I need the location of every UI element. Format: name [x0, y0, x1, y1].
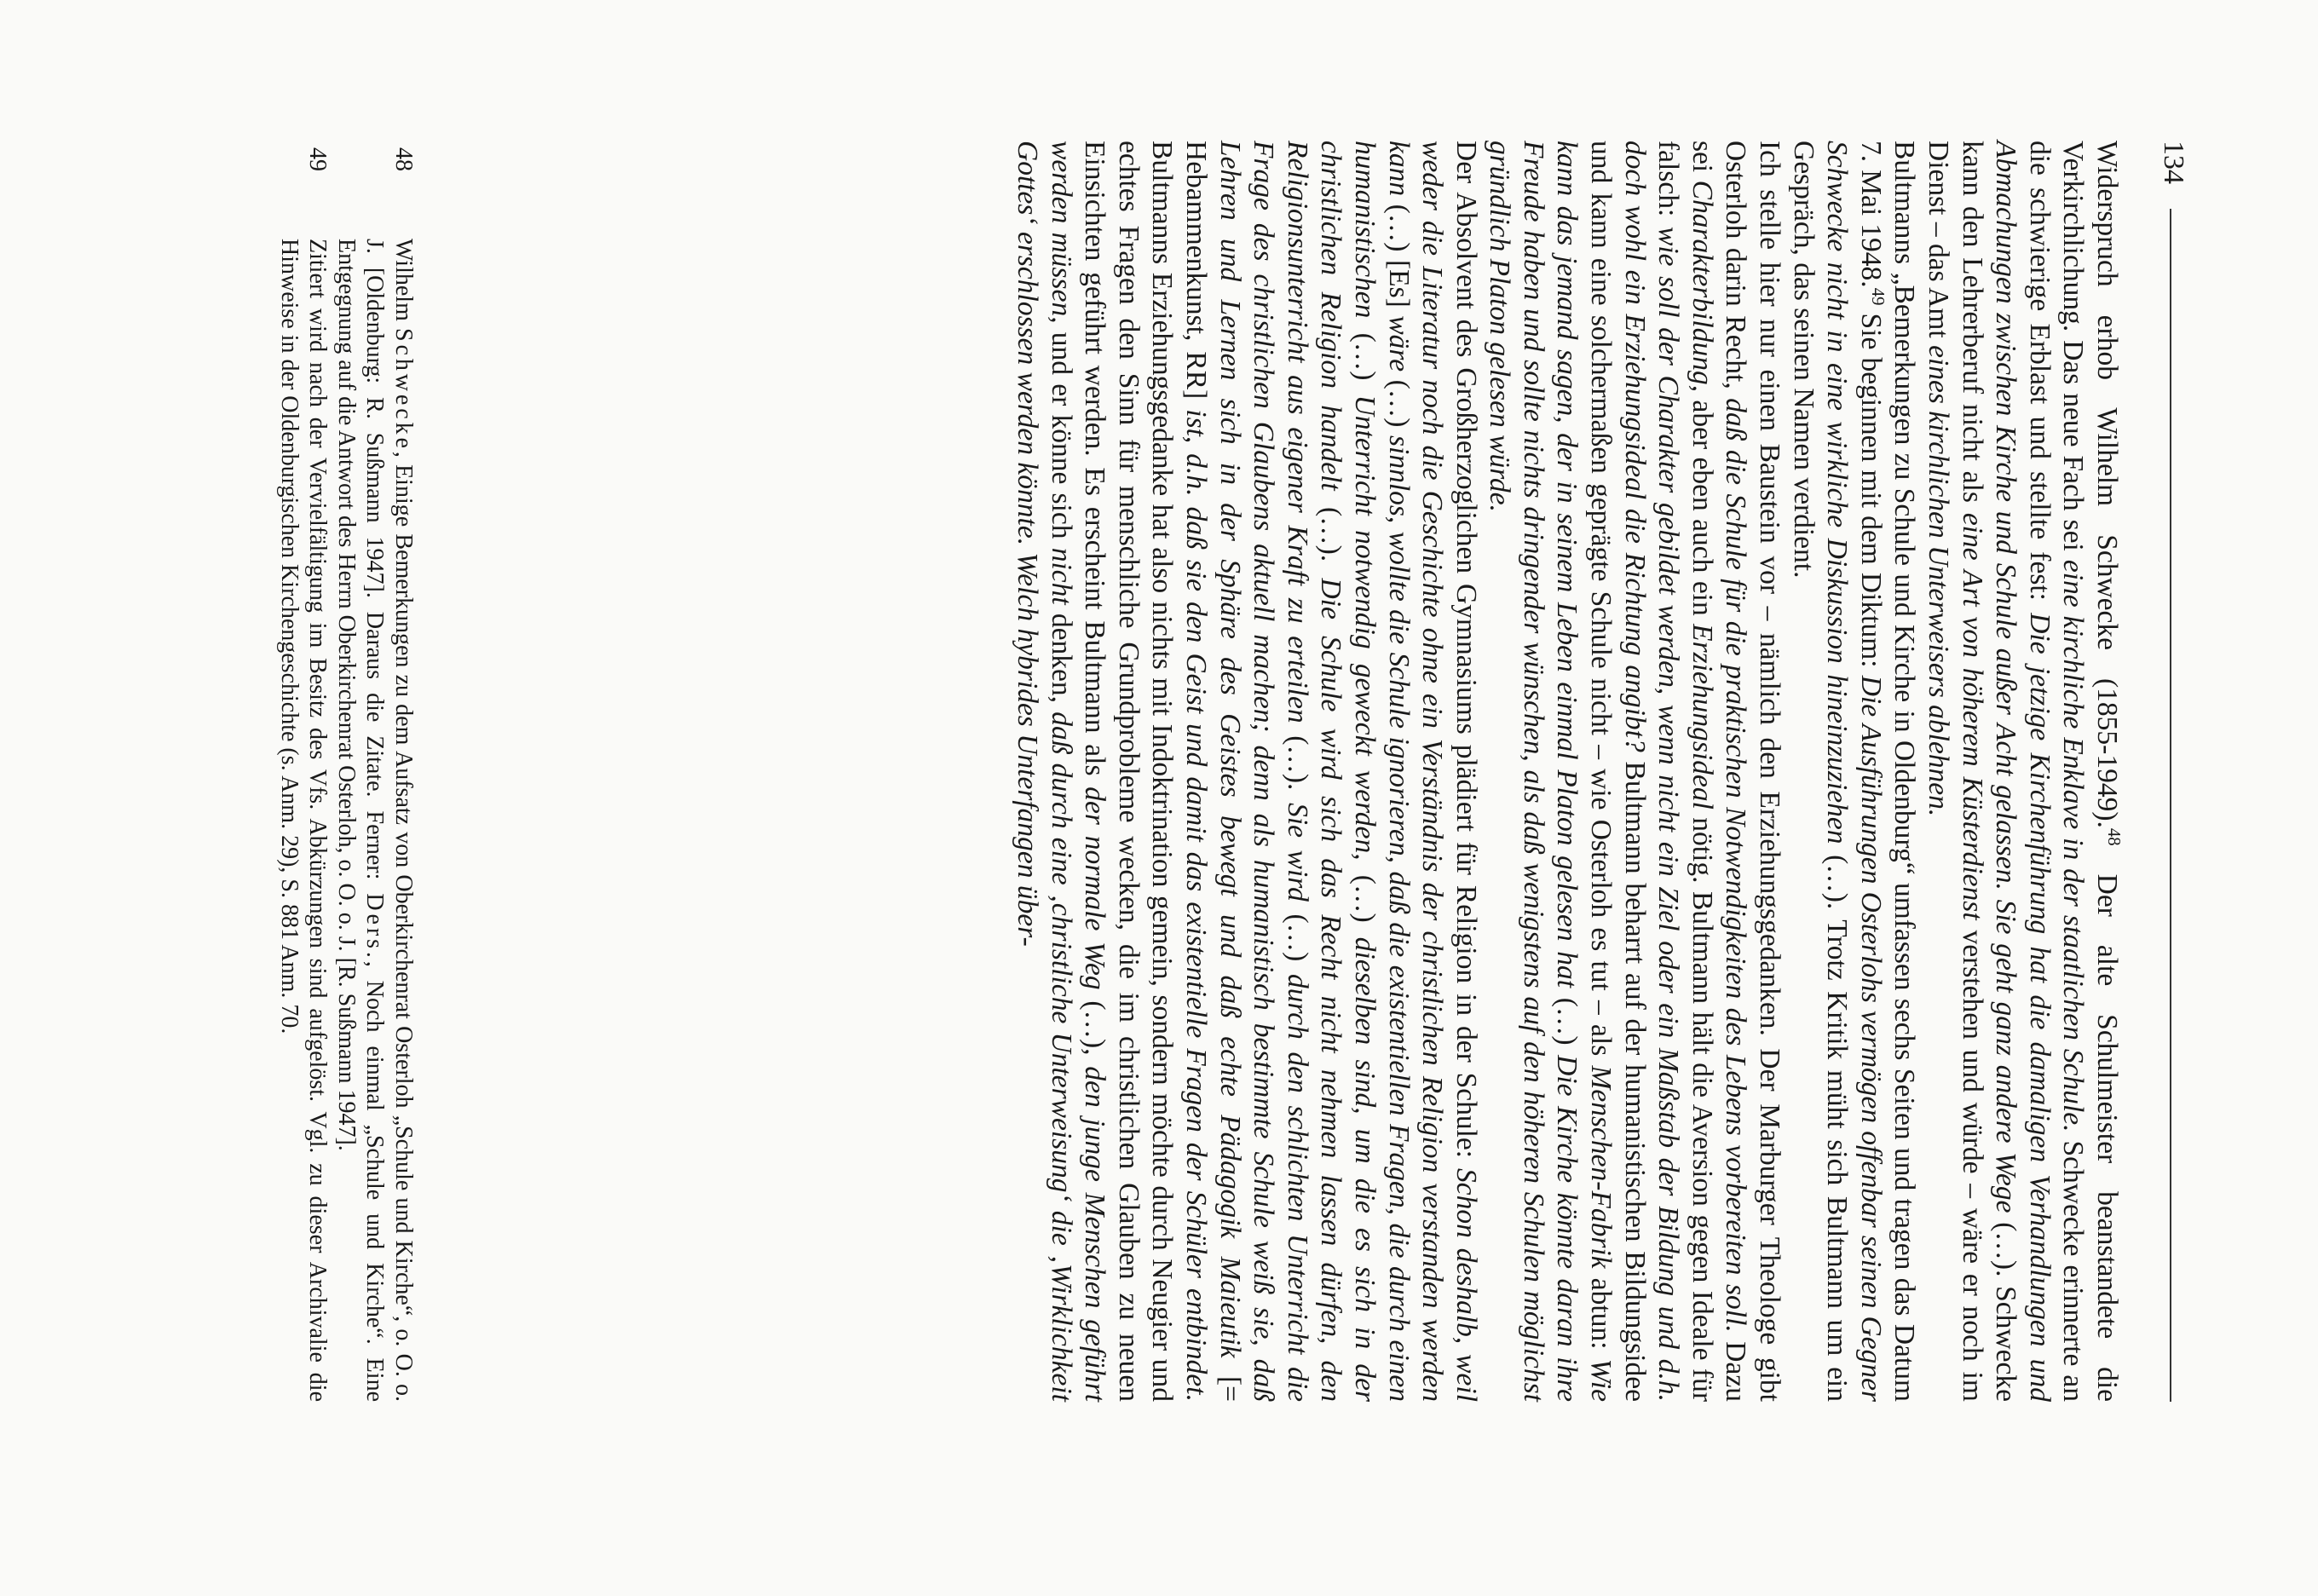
text-run: (…).	[1281, 723, 1313, 804]
text-run: Widerspruch erhob Wilhelm Schwecke (1855-1949).	[2091, 141, 2123, 828]
paragraph	[1786, 141, 1921, 1402]
italic-quote: Schon deshalb, weil weder die Literatur noch die Geschichte ohne ein Verständnis der christlichen Religion verstanden werden kann	[1382, 141, 1482, 1402]
body-text	[1010, 141, 2124, 1402]
footnotes	[275, 141, 418, 1402]
text-run: (…). Schwecke kann den Lehrerberuf nicht als	[1956, 141, 2022, 1402]
text-run: (…). Trotz Kritik müht sich Bultmann um ein Gespräch, das seinen Namen verdient.	[1787, 141, 1854, 1402]
footnote-number: 49	[304, 147, 332, 171]
italic-quote: Die Ausführungen Osterlohs vermögen offenbar seinen Gegner Schwecke nicht in eine wirkliche Diskussion hineinzuziehen	[1821, 141, 1887, 1403]
italic-quote: eines kirchlichen Unterweisers ablehnen.	[1923, 345, 1955, 817]
paragraph	[1483, 141, 1786, 1402]
text-run: [= Hebammenkunst, RR]	[1179, 141, 1246, 1402]
text-run: Dazu sei	[1686, 141, 1752, 1402]
italic-quote: Die jetzige Kirchenführung hat die damaligen Verhandlungen und Abmachungen zwischen Kirche und Schule außer Acht gelassen. Sie geht ganz andere Wege	[1990, 141, 2056, 1402]
italic-quote: nicht	[1045, 547, 1077, 605]
italic-quote: daß durch eine ‚christliche Unterweisung‘ die ‚Wirklichkeit Gottes‘ erschlossen werden könnte. Welch hybrides Unterfangen über-	[1012, 141, 1077, 1402]
footnote	[275, 141, 332, 1402]
italic-quote: Charakterbildung,	[1686, 180, 1718, 393]
text-run: verstehen und würde – wäre er noch im Dienst – das Amt	[1923, 141, 1988, 1402]
text-run: (…) [Es]	[1382, 196, 1415, 316]
italic-quote: der normale Weg	[1079, 786, 1111, 990]
italic-quote: Erziehungsideal	[1686, 624, 1718, 810]
text-run: Der Absolvent des Großherzoglichen Gymnasiums plädiert für Religion in der Schule:	[1450, 141, 1482, 1168]
text-run: Bultmanns Erziehungsgedanke hat also nichts mit Indoktrination gemein, sondern möchte durch Neugier und echtes Fragen den Sinn für menschliche Grundprobleme wecken, die im christlichen Glauben zu neuen Einsichten geführt werden. Es erscheint Bultmann als	[1079, 141, 1179, 1402]
italic-quote: wäre	[1382, 315, 1415, 372]
text-run: (…)	[1348, 318, 1381, 395]
footnote-text	[333, 239, 417, 1402]
text-run: , Noch einmal „Schule und Kirche“. Eine Entgegnung auf die Antwort des Herrn Oberkirchenrat Osterloh, o. O. o. J. [R. Sußmann 1947].	[333, 239, 389, 1402]
text-run: Sie beginnen mit dem Diktum:	[1854, 305, 1887, 676]
text-run: (…)	[1281, 901, 1313, 974]
text-run: und er könne sich	[1045, 323, 1077, 548]
text-run: , Einige Bemerkungen zu dem Aufsatz von Oberkirchenrat Osterloh „Schule und Kirche“, o. O. o. J. [Oldenburg: R. Sußmann 1947]. Daraus die Zitate. Ferner:	[361, 239, 417, 1402]
running-header	[2139, 141, 2190, 1402]
paragraph	[1010, 141, 1482, 1402]
italic-quote: eine Art von höherem Küsterdienst	[1956, 512, 1988, 920]
text-run: Ich stelle hier nur einen Baustein vor – nämlich den Erziehungsgedanken. Der Marburger Theologe gibt Osterloh darin Recht,	[1720, 141, 1786, 1402]
paragraph	[1921, 141, 2124, 1402]
footnote-reference: 48	[2104, 827, 2125, 846]
italic-quote: eine kirchliche Enklave in der staatlichen Schule.	[2057, 559, 2090, 1132]
italic-quote: Die Kirche könnte daran ihre Freude haben und sollte nichts dringender wünschen, als daß wenigstens auf den höheren Schulen möglichst gründlich Platon gelesen würde.	[1484, 141, 1583, 1402]
italic-quote: ist, d.h. daß sie den Geist und damit das existentielle Fragen der Schüler entbindet.	[1179, 409, 1212, 1402]
text-run: abtun:	[1585, 1268, 1617, 1359]
text-run: (…)	[1551, 988, 1583, 1056]
italic-quote: Die Schule wird sich das Recht nicht nehmen lassen dürfen, den Religionsunterricht aus eigener Kraft zu erteilen	[1281, 141, 1347, 1402]
text-run: denken,	[1045, 604, 1077, 712]
italic-quote: den junge Menschen geführt werden müssen,	[1045, 141, 1111, 1403]
italic-quote: durch den schlichten Unterricht die Frage des christlichen Glaubens aktuell machen; denn als humanistisch bestimmte Schule weiß sie, daß Lehren und Lernen sich in der Sphäre des Geistes bewegt und daß echte Pädagogik Maieutik	[1214, 141, 1313, 1403]
italic-quote: Menschen-Fabrik	[1585, 1065, 1617, 1269]
header-rule	[2170, 209, 2171, 1402]
text-run: (…)	[1382, 372, 1415, 435]
text-run: Schwecke erinnerte an die schwierige Erblast und stellte fest:	[2023, 141, 2090, 1402]
italic-quote: dieselben sind, um die es sich in der christlichen Religion handelt	[1315, 141, 1381, 1403]
text-run: (…)	[1348, 860, 1381, 937]
italic-quote: sinnlos, wollte die Schule ignorieren, daß die existentiellen Fragen, die durch einen humanistischen	[1348, 141, 1415, 1403]
text-run: Wilhelm	[390, 239, 417, 329]
text-run: aber eben auch ein	[1686, 392, 1718, 625]
italic-quote: Unterricht notwendig geweckt werden,	[1348, 395, 1381, 861]
italic-quote: wie soll der Charakter gebildet werden, wenn nicht ein Ziel oder ein Maßstab der Bildung und d.h. doch wohl ein Erziehungsideal die Richtung angibt?	[1618, 141, 1685, 1403]
text-run: Bultmanns „Bemerkungen zu Schule und Kirche in Oldenburg“ umfassen sechs Seiten und tragen das Datum 7. Mai 1948.	[1854, 141, 1921, 1402]
text-run: Bultmann beharrt auf der humanistischen Bildungsidee und kann eine solchermaßen geprägte Schule nicht – wie Osterloh es tut – als	[1585, 141, 1651, 1403]
italic-quote: Sie wird	[1281, 803, 1313, 902]
text-run: nötig. Bultmann hält die Aversion gegen Ideale für falsch:	[1652, 141, 1718, 1403]
italic-quote: daß die Schule für die praktischen Notwendigkeiten des Lebens vorbereiten soll.	[1720, 398, 1752, 1333]
text-run: (…),	[1079, 989, 1111, 1067]
author-name: Schwecke	[390, 328, 417, 452]
text-run: (…).	[1315, 490, 1347, 579]
italic-quote: Wie kann das jemand sagen, der in seinem Leben einmal Platon gelesen hat	[1551, 141, 1617, 1402]
footnote-reference: 49	[1868, 287, 1888, 306]
page-number: 134	[2158, 141, 2189, 184]
footnote-text	[276, 239, 332, 1402]
footnote	[332, 141, 418, 1402]
text-run: Der alte Schulmeister beanstandete die Verkirchlichung. Das neue Fach sei	[2057, 141, 2123, 1403]
text-run: Zitiert wird nach der Vervielfältigung im Besitz des Vfs. Abkürzungen sind aufgelöst. Vgl. zu dieser Archivalie die Hinweise in der Oldenburgischen Kirchengeschichte (s. Anm. 29), S. 881 Anm. 70.	[276, 239, 332, 1402]
author-name: Ders.	[361, 893, 389, 961]
footnote-number: 48	[390, 147, 417, 171]
